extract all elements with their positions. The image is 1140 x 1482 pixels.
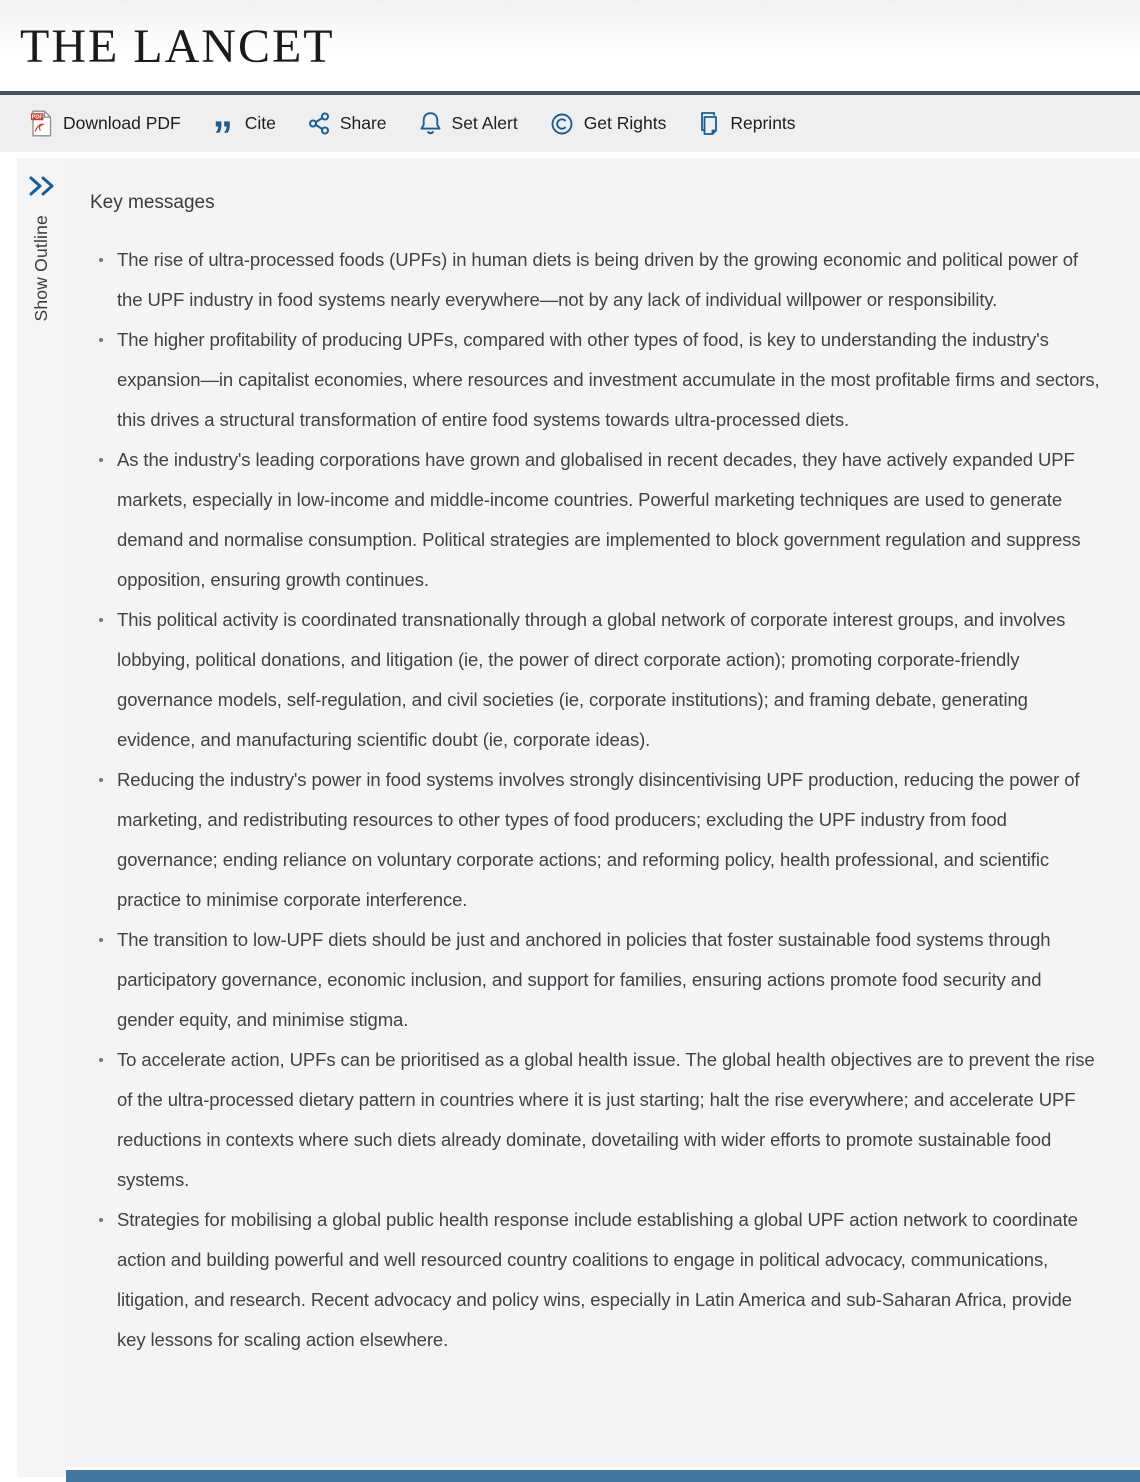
key-message-item [90, 760, 1100, 920]
key-messages-list [90, 240, 1100, 1360]
toolbar-label: Download PDF [63, 113, 181, 133]
bullet-dot [99, 618, 103, 622]
bullet-dot [99, 258, 103, 262]
panel-title: Key messages [90, 192, 215, 213]
outline-rail [17, 158, 66, 1477]
bullet-dot [99, 1058, 103, 1062]
main-area [0, 152, 1140, 1482]
share-icon [308, 112, 330, 135]
key-message-text: To accelerate action, UPFs can be prioritised as a global health issue. The global health objectives are to prevent the rise of the ultra-processed dietary pattern in countries where it is just starting; halt the rise everywhere; and accelerate UPF reductions in contexts where such diets already dominate, dovetailing with wider efforts to promote sustainable food systems. [117, 1049, 1095, 1190]
key-messages-panel [66, 158, 1140, 1467]
show-outline-button[interactable]: Show Outline [31, 215, 51, 322]
key-message-item [90, 1040, 1100, 1200]
toolbar-reprints-button[interactable] [698, 111, 795, 136]
toolbar-label: Set Alert [451, 113, 518, 133]
site-header [0, 0, 1140, 95]
copyright-icon [550, 112, 574, 136]
key-message-item [90, 240, 1100, 320]
key-message-text: The rise of ultra-processed foods (UPFs) in human diets is being driven by the growing economic and political power of the UPF industry in food systems nearly everywhere—not by any lack of individual willpower or responsibility. [117, 249, 1078, 310]
toolbar-cite-button[interactable]: ” Cite [212, 113, 276, 158]
bullet-dot [99, 938, 103, 942]
toolbar-share-button[interactable] [308, 112, 387, 135]
toolbar-label: Get Rights [583, 113, 667, 133]
key-message-text: As the industry's leading corporations have grown and globalised in recent decades, they have actively expanded UPF markets, especially in low-income and middle-income countries. Powerful marketing techniques are used to generate demand and normalise consumption. Political strategies are implemented to block government regulation and suppress opposition, ensuring growth continues. [117, 449, 1081, 590]
lancet-logo[interactable]: THE LANCET [20, 20, 335, 73]
pdf-icon [30, 110, 53, 137]
key-message-text: This political activity is coordinated transnationally through a global network of corporate interest groups, and involves lobbying, political donations, and litigation (ie, the power of direct corporate action); promoting corporate-friendly governance models, self-regulation, and civil societies (ie, corporate institutions); and framing debate, generating evidence, and manufacturing scientific doubt (ie, corporate ideas). [117, 609, 1066, 750]
bullet-dot [99, 338, 103, 342]
double-chevron-right-icon[interactable] [27, 174, 57, 203]
toolbar-get-rights-button[interactable] [550, 112, 667, 136]
key-message-text: Reducing the industry's power in food systems involves strongly disincentivising UPF production, reducing the power of marketing, and redistributing resources to other types of food producers; excluding the UPF industry from food governance; ending reliance on voluntary corporate actions; and reforming policy, health professional, and scientific practice to minimise corporate interference. [117, 769, 1080, 910]
bullet-dot [99, 778, 103, 782]
key-message-item [90, 320, 1100, 440]
toolbar-label: Cite [244, 113, 276, 133]
toolbar-label: Share [339, 113, 387, 133]
bullet-dot [99, 1218, 103, 1222]
bell-icon [419, 111, 442, 136]
toolbar-download-pdf-button[interactable] [30, 110, 181, 137]
bullet-dot [99, 458, 103, 462]
key-message-item [90, 920, 1100, 1040]
key-message-item [90, 600, 1100, 760]
key-message-text: Strategies for mobilising a global public health response include establishing a global UPF action network to coordinate action and building powerful and well resourced country coalitions to engage in political advocacy, communications, litigation, and research. Recent advocacy and policy wins, especially in Latin America and sub-Saharan Africa, provide key lessons for scaling action elsewhere. [117, 1209, 1078, 1350]
toolbar-label: Reprints [730, 113, 796, 133]
toolbar-set-alert-button[interactable] [419, 111, 518, 136]
article-toolbar [0, 95, 1140, 158]
key-message-item [90, 1200, 1100, 1360]
key-message-text: The higher profitability of producing UPFs, compared with other types of food, is key to understanding the industry's expansion—in capitalist economies, where resources and investment accumulate in the most profitable firms and sectors, this drives a structural transformation of entire food systems towards ultra-processed diets. [117, 329, 1100, 430]
svg-text:PDF: PDF [31, 114, 43, 121]
key-message-item [90, 440, 1100, 600]
bottom-bar [66, 1470, 1140, 1482]
reprints-icon [698, 111, 720, 136]
key-message-text: The transition to low-UPF diets should be just and anchored in policies that foster sustainable food systems through participatory governance, economic inclusion, and support for families, ensuring actions promote food security and gender equity, and minimise stigma. [117, 929, 1051, 1030]
